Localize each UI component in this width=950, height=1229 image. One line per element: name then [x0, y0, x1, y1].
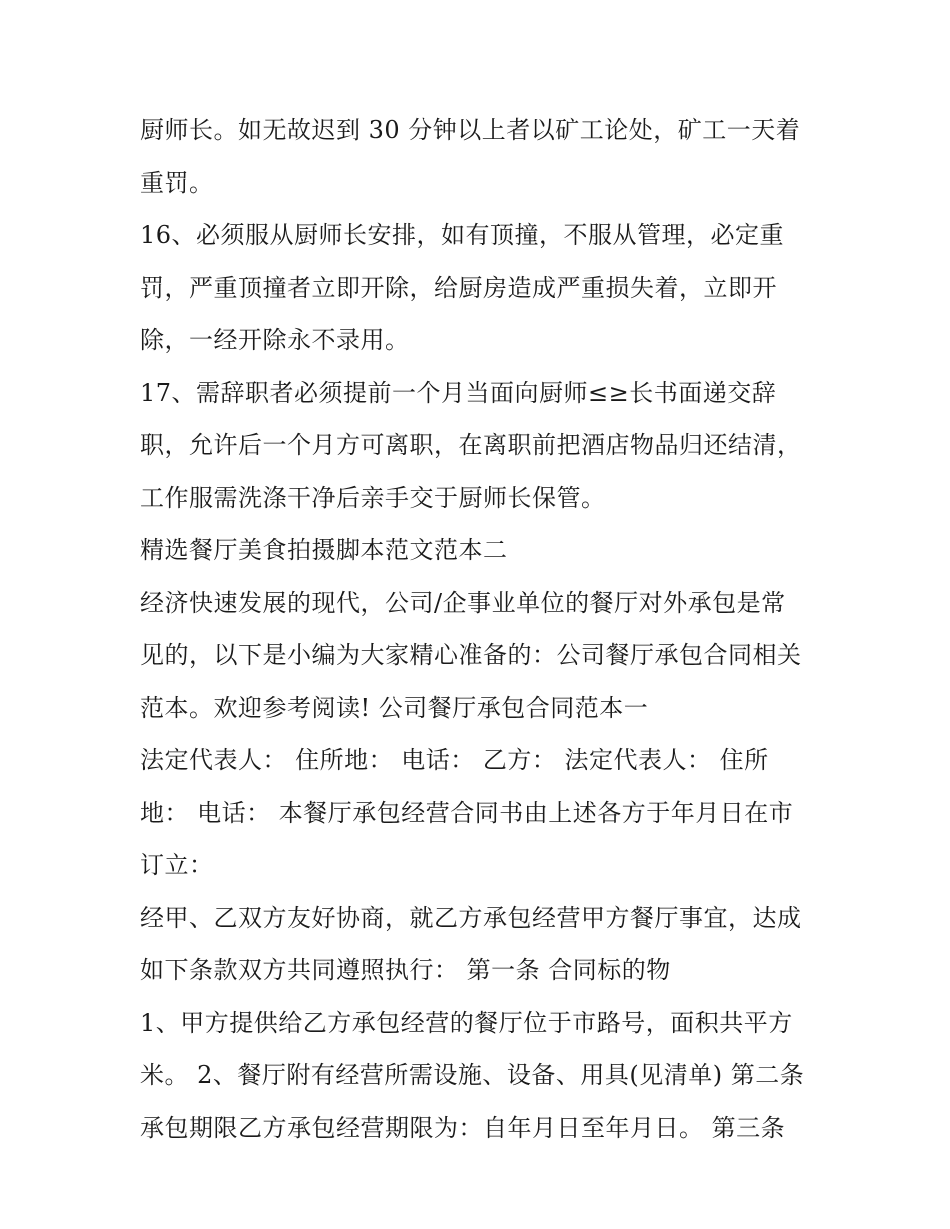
text-line: 地： 电话： 本餐厅承包经营合同书由上述各方于年月日在市	[140, 798, 794, 827]
text-line: 经济快速发展的现代，公司/企事业单位的餐厅对外承包是常	[140, 588, 786, 617]
text-line: 米。 2、餐厅附有经营所需设施、设备、用具(见清单) 第二条	[140, 1061, 805, 1089]
text-line: 法定代表人： 住所地： 电话： 乙方： 法定代表人： 住所	[140, 746, 769, 774]
text-line: 16、必须服从厨师长安排，如有顶撞，不服从管理，必定重	[140, 221, 785, 249]
text-line: 范本。欢迎参考阅读! 公司餐厅承包合同范本一	[140, 693, 649, 722]
text-line: 经甲、乙双方友好协商，就乙方承包经营甲方餐厅事宜，达成	[140, 903, 802, 932]
text-line: 厨师长。如无故迟到 30 分钟以上者以矿工论处，矿工一天着	[140, 116, 801, 144]
text-line: 见的，以下是小编为大家精心准备的：公司餐厅承包合同相关	[140, 641, 802, 669]
document-body	[140, 104, 830, 1154]
text-line: 重罚。	[140, 168, 214, 197]
text-line: 如下条款双方共同遵照执行： 第一条 合同标的物	[140, 956, 671, 984]
section-heading: 精选餐厅美食拍摄脚本范文范本二	[140, 536, 508, 564]
text-line: 订立：	[140, 851, 214, 879]
text-line: 1、甲方提供给乙方承包经营的餐厅位于市路号，面积共平方	[140, 1008, 793, 1037]
text-line: 工作服需洗涤干净后亲手交于厨师长保管。	[140, 483, 606, 512]
text-line: 承包期限乙方承包经营期限为：自年月日至年月日。 第三条	[140, 1113, 786, 1142]
text-line: 17、需辞职者必须提前一个月当面向厨师≤≥长书面递交辞	[140, 378, 777, 407]
text-line: 职，允许后一个月方可离职，在离职前把酒店物品归还结清，	[140, 431, 802, 459]
text-line: 罚，严重顶撞者立即开除，给厨房造成严重损失着，立即开	[140, 273, 777, 302]
text-line: 除，一经开除永不录用。	[140, 326, 410, 354]
